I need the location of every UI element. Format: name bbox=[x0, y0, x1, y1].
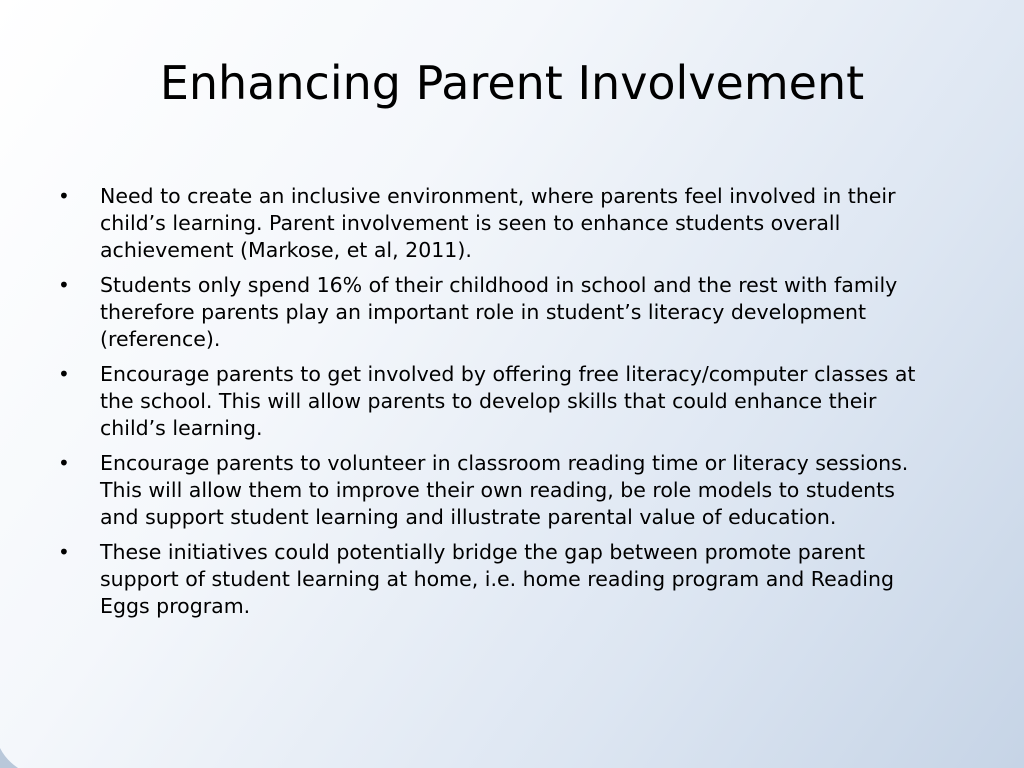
bullet-icon: • bbox=[58, 273, 70, 297]
bullet-item-5 bbox=[56, 539, 936, 620]
bullet-list bbox=[56, 183, 936, 628]
bullet-item-3 bbox=[56, 361, 936, 442]
bullet-item-1 bbox=[56, 183, 936, 264]
bullet-text-1: Need to create an inclusive environment, where parents feel involved in their child’s learning. Parent involvement is seen to enhance students overall achievement (Markose, et al, 2011). bbox=[100, 184, 896, 262]
bullet-icon: • bbox=[58, 451, 70, 475]
corner-decoration bbox=[0, 738, 30, 768]
bullet-item-4 bbox=[56, 450, 936, 531]
bullet-text-5: These initiatives could potentially bridge the gap between promote parent support of student learning at home, i.e. home reading program and Reading Eggs program. bbox=[100, 540, 894, 618]
bullet-text-3: Encourage parents to get involved by offering free literacy/computer classes at the school. This will allow parents to develop skills that could enhance their child’s learning. bbox=[100, 362, 916, 440]
bullet-icon: • bbox=[58, 184, 70, 208]
bullet-text-2: Students only spend 16% of their childhood in school and the rest with family therefore parents play an important role in student’s literacy development (reference). bbox=[100, 273, 898, 351]
bullet-icon: • bbox=[58, 540, 70, 564]
bullet-icon: • bbox=[58, 362, 70, 386]
bullet-text-4: Encourage parents to volunteer in classroom reading time or literacy sessions. This will allow them to improve their own reading, be role models to students and support student learning and illustrate parental value of education. bbox=[100, 451, 909, 529]
bullet-item-2 bbox=[56, 272, 936, 353]
slide-title: Enhancing Parent Involvement bbox=[159, 56, 865, 110]
